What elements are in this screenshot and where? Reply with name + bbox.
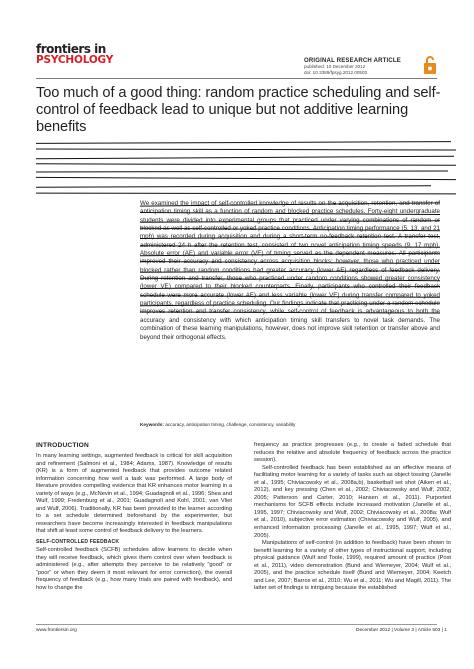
redaction-bar: [36, 141, 451, 144]
redaction-bar: [36, 148, 456, 150]
right-column: [254, 442, 451, 593]
article-type: ORIGINAL RESEARCH ARTICLE: [304, 58, 402, 64]
section-title-introduction: INTRODUCTION: [36, 442, 89, 449]
published-date: published: 10 December 2012: [304, 64, 366, 69]
redaction-bar: [36, 193, 456, 195]
footer-website[interactable]: www.frontiersin.org: [36, 628, 77, 633]
redaction-bar: [36, 170, 448, 172]
intro-paragraph: In many learning settings, augmented feedback is critical for skill acquisition and refinement (Salmoni et al., 1984; Adams, 1987). Knowledge of results (KR) is a form of augmented feedback that provides outcome related information concerning how well a task was performed. A large body of literature provides compelling evidence that KR enhances motor learning in a variety of ways (e.g., McNevin et al., 1994; Guadagnoli et al., 1996; Shea and Wulf, 1999; Fredenburg et al., 2001; Guadagnoli and Kohl, 2001; van Vliet and Wulf, 2006). Traditionally, KR has been provided to the learner according to a set schedule determined beforehand by the experimenter, but researchers have become increasingly interested in feedback manipulations that shift at least some control of feedback delivery to the learners.: [36, 453, 232, 535]
header-rule: [36, 78, 437, 79]
abstract: We examined the impact of self-controlled knowledge of results on the acquisition, retention, and transfer of anticipation timing skill as a function of random and blocked practice schedules. Forty-eight undergraduate students were divided into experimental groups that practiced under varying combinations of random or blocked as well as self-controlled or yoked practice conditions. Anticipation timing performance (5, 13, and 21 mph) was recorded during acquisition and during a short-term no-feedback retention test. A transfer test, administered 24 h after the retention test, consisted of two novel anticipation timing speeds (9, 17 mph). Absolute error (AE) and variable error (VE) of timing served as the dependent measures. All participants improved their accuracy and consistency across acquisition blocks; however, those who practiced under blocked rather than random conditions had greater accuracy (lower AE) regardless of feedback delivery. During retention and transfer, those who practiced under random conditions showed greater consistency (lower VE) compared to their blocked counterparts. Finally, participants who controlled their feedback schedule were more accurate (lower AE) and less variable (lower VE) during transfer compared to yoked participants, regardless of practice scheduling. Our findings indicate that practicing under a random schedule improves retention and transfer consistency, while self-control of feedback is advantageous to both the accuracy and consistency with which anticipation timing skill transfers to novel task demands. The combination of these learning manipulations, however, does not improve skill retention or transfer above and beyond their orthogonal effects.: [140, 200, 440, 341]
logo-line1: frontiers in: [36, 42, 106, 56]
redaction-bar: [36, 156, 454, 160]
redaction-bar: [36, 185, 431, 188]
footer-rule: [36, 624, 437, 625]
keywords: [140, 422, 440, 428]
logo-line2: PSYCHOLOGY: [36, 54, 114, 66]
footer-citation: December 2012 | Volume 3 | Article 503 | 1: [356, 628, 447, 633]
open-access-icon: [423, 55, 437, 75]
scfb-paragraph: Self-controlled feedback (SCFB) schedules allow learners to decide when they will receive feedback, which gives them control over when feedback is administered (e.g., after attempts they perceive to be relatively “good” or “poor” or when they deem it most relevant for error correction), the overall frequency of feedback (e.g., how many trials are paired with feedback), and how to change the: [36, 547, 232, 591]
article-meta: [304, 58, 424, 76]
journal-logo: [36, 44, 156, 66]
doi: doi: 10.3389/fpsyg.2012.00503: [304, 70, 368, 75]
article-title: Too much of a good thing: random practice scheduling and self-control of feedback lead to unique but not additive learning benefits: [36, 85, 441, 135]
redaction-bar: [36, 163, 456, 166]
keywords-label: Keywords:: [140, 422, 164, 427]
right-paragraph-3: Manipulations of self-control (in addition to feedback) have been shown to benefit learning for a variety of other types of instructional support, including physical guidance (Wulf and Toole, 1999), required amount of practice (Post et al., 2011), video demonstration (Bund and Wiemeyer, 2004; Wulf et al., 2005), and the practice schedule itself (Bund and Wiemeyer, 2004; Keetch and Lee, 2007; Barros et al., 2010; Wu et al., 2011; Wu and Magill, 2011). The latter set of findings is intriguing because the established: [254, 540, 451, 592]
redaction-bar: [36, 177, 456, 180]
redacted-authors: [36, 140, 456, 200]
keywords-list: accuracy, anticipation timing, challenge, consistency, variability: [165, 422, 296, 427]
right-paragraph-2: Self-controlled feedback has been established as an effective means of facilitating motor learning for a variety of tasks such as object tossing (Janelle et al., 1995; Chiviacowsky et al., 2008a,b), basketball set shot (Aiken et al., 2012), and key pressing (Chen et al., 2002; Chiviacowsky and Wulf, 2002, 2005; Patterson and Carter, 2010; Hansen et al., 2011). Purported mechanisms for SCFB effects include increased motivation (Janelle et al., 1995, 1997; Chiviacowsky and Wulf, 2002; Chiviacowsky et al., 2008a; Wulf et al., 2010), subjective error estimation (Chiviacowsky and Wulf, 2005), and enhanced information processing (Janelle et al., 1995, 1997; Wulf et al., 2005).: [254, 464, 451, 539]
subsection-title-scfb: SELF-CONTROLLED FEEDBACK: [36, 539, 120, 546]
right-paragraph-1: frequency as practice progresses (e.g., to create a faded schedule that reduces the relative and absolute frequency of feedback across the practice session).: [254, 442, 451, 464]
left-column: [36, 442, 232, 592]
